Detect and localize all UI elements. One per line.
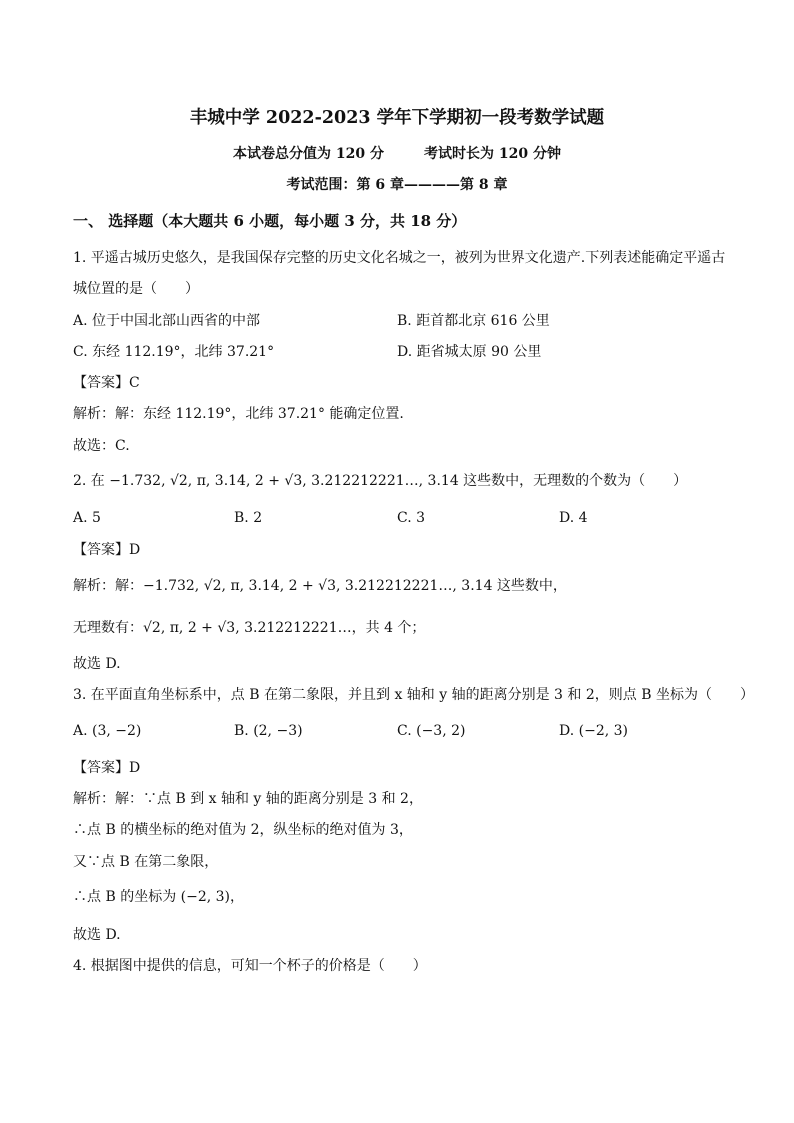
q1-answer: 【答案】C bbox=[73, 375, 140, 391]
q1-stem-line1: 1. 平遥古城历史悠久，是我国保存完整的历史文化名城之一，被列为世界文化遗产.下列表述能确定平遥古 bbox=[73, 250, 726, 266]
q3-conclusion: 故选 D. bbox=[73, 927, 121, 943]
q2-conclusion: 故选 D. bbox=[73, 656, 121, 672]
q3-option-c: C. (−3, 2) bbox=[397, 723, 466, 739]
section-heading: 一、 选择题（本大题共 6 小题，每小题 3 分，共 18 分） bbox=[73, 212, 467, 230]
q3-analysis-line3: 又∵点 B 在第二象限， bbox=[73, 854, 219, 870]
exam-duration: 考试时长为 120 分钟 bbox=[424, 146, 561, 162]
q4-stem: 4. 根据图中提供的信息，可知一个杯子的价格是（ ） bbox=[73, 958, 427, 974]
q3-analysis-line2: ∴点 B 的横坐标的绝对值为 2，纵坐标的绝对值为 3， bbox=[73, 822, 413, 838]
q1-conclusion: 故选：C. bbox=[73, 438, 130, 454]
q2-option-c: C. 3 bbox=[397, 510, 426, 526]
q2-stem: 2. 在 −1.732, √2, π, 3.14̇, 2 + √3, 3.212212221…, 3.14 这些数中，无理数的个数为（ ） bbox=[73, 473, 688, 489]
q1-option-d: D. 距省城太原 90 公里 bbox=[397, 344, 542, 360]
q3-answer: 【答案】D bbox=[73, 760, 141, 776]
exam-info bbox=[0, 145, 794, 163]
q1-option-b: B. 距首都北京 616 公里 bbox=[397, 313, 550, 329]
q2-option-d: D. 4 bbox=[559, 510, 588, 526]
q2-option-a: A. 5 bbox=[73, 510, 101, 526]
q2-answer: 【答案】D bbox=[73, 542, 141, 558]
q2-irrational-list: 无理数有：√2, π, 2 + √3, 3.212212221…，共 4 个； bbox=[73, 620, 426, 636]
q1-analysis: 解析：解：东经 112.19°，北纬 37.21° 能确定位置. bbox=[73, 406, 404, 422]
total-score: 本试卷总分值为 120 分 bbox=[233, 146, 384, 162]
q1-option-a: A. 位于中国北部山西省的中部 bbox=[73, 313, 261, 329]
q1-option-c: C. 东经 112.19°，北纬 37.21° bbox=[73, 344, 275, 360]
q3-analysis-line1: 解析：解：∵点 B 到 x 轴和 y 轴的距离分别是 3 和 2， bbox=[73, 791, 423, 807]
q2-analysis: 解析：解：−1.732, √2, π, 3.14̇, 2 + √3, 3.212212221…, 3.14 这些数中， bbox=[73, 578, 567, 594]
q3-option-d: D. (−2, 3) bbox=[559, 723, 628, 739]
q3-option-a: A. (3, −2) bbox=[73, 723, 142, 739]
exam-scope: 考试范围：第 6 章————第 8 章 bbox=[286, 177, 508, 193]
q3-stem: 3. 在平面直角坐标系中，点 B 在第二象限，并且到 x 轴和 y 轴的距离分别是 3 和 2，则点 B 坐标为（ ） bbox=[73, 687, 754, 703]
q2-option-b: B. 2 bbox=[234, 510, 263, 526]
exam-title: 丰城中学 2022-2023 学年下学期初一段考数学试题 bbox=[189, 108, 605, 128]
q3-option-b: B. (2, −3) bbox=[234, 723, 303, 739]
q3-analysis-line4: ∴点 B 的坐标为 (−2, 3)， bbox=[73, 889, 245, 905]
q1-stem-line2: 城位置的是（ ） bbox=[73, 281, 199, 297]
